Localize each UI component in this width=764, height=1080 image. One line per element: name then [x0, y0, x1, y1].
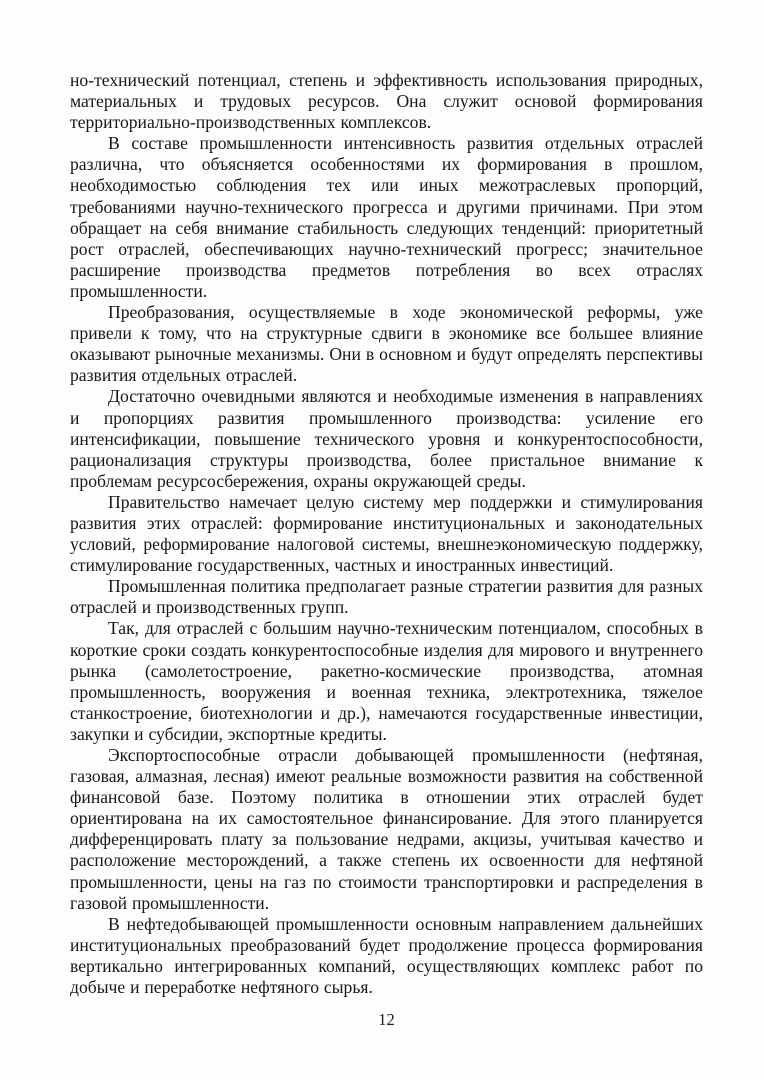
paragraph: Достаточно очевидными являются и необходимые изменения в направлениях и пропорциях развития промышленного производства: усиление его интенсификации, повышение технического уровня и конкурентоспособности, рационализация структуры производства, более пристальное внимание к проблемам ресурсосбережения, охраны окружающей среды. [70, 386, 703, 491]
paragraph: В нефтедобывающей промышленности основным направлением дальнейших институциональных преобразований будет продолжение процесса формирования вертикально интегрированных компаний, осуществляющих комплекс работ по добыче и переработке нефтяного сырья. [70, 913, 703, 998]
paragraph: Промышленная политика предполагает разные стратегии развития для разных отраслей и производственных групп. [70, 576, 703, 618]
page-number: 12 [378, 1010, 395, 1029]
paragraph: Правительство намечает целую систему мер поддержки и стимулирования развития этих отраслей: формирование институциональных и законодательных условий, реформирование налоговой системы, внешнеэкономическую поддержку, стимулирование государственных, частных и иностранных инвестиций. [70, 491, 703, 576]
page-text [70, 70, 703, 998]
paragraph: но-технический потенциал, степень и эффективность использования природных, материальных и трудовых ресурсов. Она служит основой формирования территориально-производственных комплексов. [70, 70, 703, 133]
paragraph: Так, для отраслей с большим научно-техническим потенциалом, способных в короткие сроки создать конкурентоспособные изделия для мирового и внутреннего рынка (самолетостроение, ракетно-космические производства, атомная промышленность, вооружения и военная техника, электротехника, тяжелое станкостроение, биотехнологии и др.), намечаются государственные инвестиции, закупки и субсидии, экспортные кредиты. [70, 618, 703, 744]
paragraph: В составе промышленности интенсивность развития отдельных отраслей различна, что объясняется особенностями их формирования в прошлом, необходимостью соблюдения тех или иных межотраслевых пропорций, требованиями научно-технического прогресса и другими причинами. При этом обращает на себя внимание стабильность следующих тенденций: приоритетный рост отраслей, обеспечивающих научно-технический прогресс; значительное расширение производства предметов потребления во всех отраслях промышленности. [70, 133, 703, 301]
paragraph: Экспортоспособные отрасли добывающей промышленности (нефтяная, газовая, алмазная, лесная) имеют реальные возможности развития на собственной финансовой базе. Поэтому политика в отношении этих отраслей будет ориентирована на их самостоятельное финансирование. Для этого планируется дифференцировать плату за пользование недрами, акцизы, учитывая качество и расположение месторождений, а также степень их освоенности для нефтяной промышленности, цены на газ по стоимости транспортировки и распределения в газовой промышленности. [70, 745, 703, 913]
paragraph: Преобразования, осуществляемые в ходе экономической реформы, уже привели к тому, что на структурные сдвиги в экономике все большее влияние оказывают рыночные механизмы. Они в основном и будут определять перспективы развития отдельных отраслей. [70, 302, 703, 386]
